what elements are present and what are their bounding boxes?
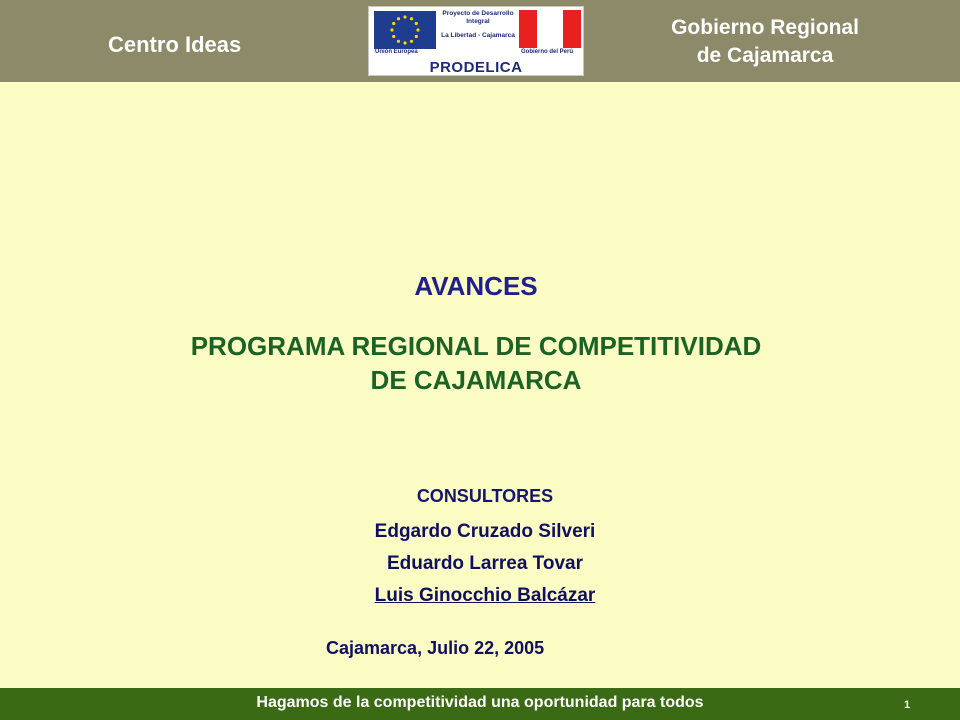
- prodelica-logo: [368, 6, 584, 76]
- gobierno-line1: Gobierno Regional: [671, 16, 859, 39]
- eu-flag-icon: [374, 11, 436, 49]
- page-number: 1: [904, 699, 911, 711]
- logo-project-line3: La Libertad - Cajamarca: [441, 32, 515, 39]
- gobierno-line2: de Cajamarca: [696, 44, 834, 67]
- consultant-name: Luis Ginocchio Balcázar: [374, 585, 596, 606]
- footer-bar: [0, 688, 960, 720]
- program-title-line2: DE CAJAMARCA: [370, 365, 582, 395]
- gobierno-regional-label: [630, 14, 900, 70]
- logo-name: PRODELICA: [429, 59, 523, 76]
- header-bar: [0, 0, 960, 82]
- logo-eu-caption: Unión Europea: [375, 49, 418, 55]
- date-location: Cajamarca, Julio 22, 2005: [326, 638, 545, 658]
- consultant-name: Eduardo Larrea Tovar: [386, 553, 584, 574]
- peru-flag-icon: [519, 10, 581, 48]
- slide-title: AVANCES: [414, 271, 538, 301]
- logo-project-line1: Proyecto de Desarrollo: [442, 10, 514, 17]
- consultants-block: [285, 486, 685, 612]
- program-title: [60, 329, 892, 397]
- centro-ideas-label: Centro Ideas: [108, 32, 242, 57]
- logo-peru-caption: Gobierno del Perú: [521, 49, 574, 55]
- program-title-line1: PROGRAMA REGIONAL DE COMPETITIVIDAD: [190, 331, 762, 361]
- logo-project-text: [437, 10, 519, 40]
- footer-slogan: Hagamos de la competitividad una oportunidad para todos: [256, 694, 704, 711]
- consultants-heading: CONSULTORES: [416, 486, 554, 506]
- consultant-name: Edgardo Cruzado Silveri: [374, 521, 596, 542]
- logo-project-line2: Integral: [466, 18, 490, 25]
